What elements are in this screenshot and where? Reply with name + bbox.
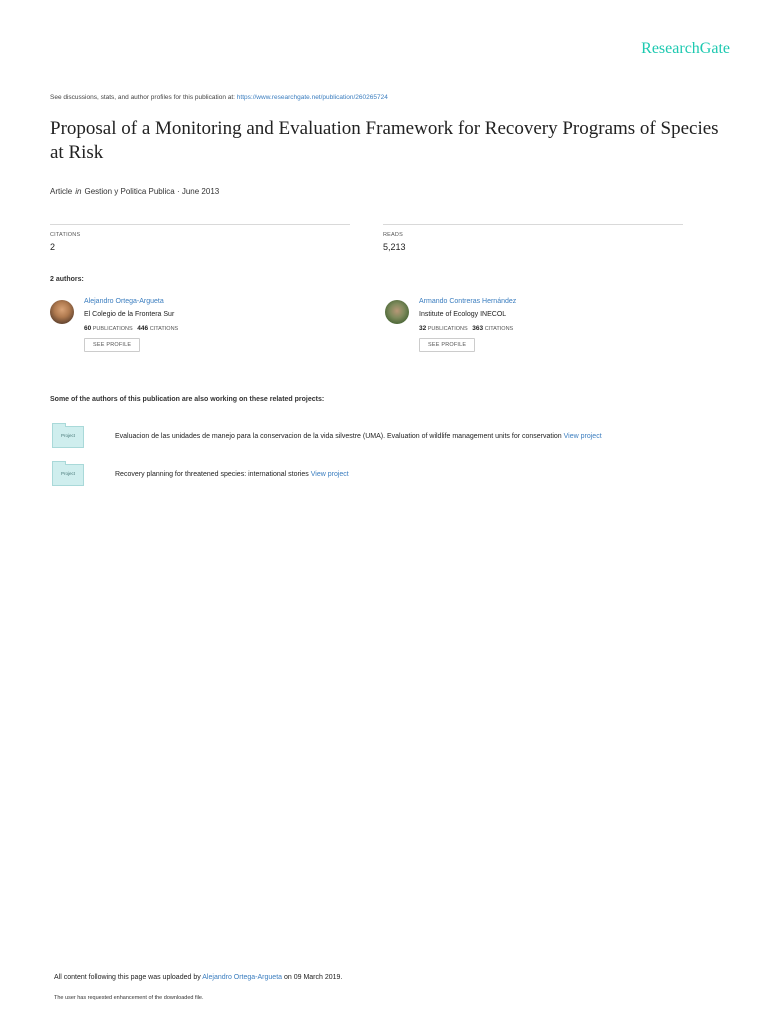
project-title: Recovery planning for threatened species: international stories (115, 471, 311, 478)
publication-url-link[interactable]: https://www.researchgate.net/publication/260265724 (236, 94, 388, 101)
related-projects-heading: Some of the authors of this publication are also working on these related projects: (50, 396, 325, 403)
upload-suffix: on 09 March 2019. (282, 974, 343, 981)
authors-heading: 2 authors: (50, 276, 84, 283)
author-stats (84, 325, 374, 332)
citations-value: 2 (50, 242, 56, 252)
citations-label: CITATIONS (484, 326, 514, 332)
upload-notice (54, 974, 342, 981)
publication-title: Proposal of a Monitoring and Evaluation Framework for Recovery Programs of Species at Risk (50, 118, 719, 163)
reads-stat (383, 224, 683, 252)
author-info (419, 298, 709, 352)
publications-label: PUBLICATIONS (427, 326, 468, 332)
project-icon-label: Project (60, 433, 75, 438)
citations-label: CITATIONS (50, 232, 81, 238)
author-institution: Institute of Ecology INECOL (419, 311, 507, 318)
avatar[interactable] (385, 300, 409, 324)
project-folder-icon[interactable] (52, 464, 84, 486)
see-profile-button[interactable]: SEE PROFILE (419, 338, 475, 352)
enhancement-note: The user has requested enhancement of the downloaded file. (54, 995, 204, 1001)
publication-meta (50, 187, 219, 196)
project-title: Evaluacion de las unidades de manejo para la conservacion de la vida silvestre (UMA). Evaluation of wildlife management units for conservation (115, 433, 564, 440)
author-name-link[interactable]: Alejandro Ortega-Argueta (84, 298, 164, 305)
publication-type: Article (50, 187, 73, 196)
citations-count: 363 (472, 325, 484, 332)
in-word: in (75, 187, 82, 196)
researchgate-logo[interactable]: ResearchGate (641, 40, 730, 57)
reads-value: 5,213 (383, 242, 406, 252)
avatar[interactable] (50, 300, 74, 324)
view-project-link[interactable]: View project (310, 471, 349, 478)
author-institution: El Colegio de la Frontera Sur (84, 311, 175, 318)
publications-count: 60 (84, 325, 92, 332)
citations-count: 446 (137, 325, 149, 332)
citations-label: CITATIONS (149, 326, 179, 332)
project-text (115, 433, 602, 440)
citations-stat (50, 224, 350, 252)
notice-text: See discussions, stats, and author profiles for this publication at: (50, 94, 237, 101)
author-name-link[interactable]: Armando Contreras Hernández (419, 298, 517, 305)
author-info (84, 298, 374, 352)
view-project-link[interactable]: View project (563, 433, 602, 440)
publications-count: 32 (419, 325, 427, 332)
publication-notice (50, 94, 388, 101)
reads-label: READS (383, 232, 403, 238)
upload-prefix: All content following this page was uploaded by (54, 974, 203, 981)
journal-date: Gestion y Politica Publica · June 2013 (84, 187, 220, 196)
project-icon-label: Project (60, 471, 75, 476)
project-folder-icon[interactable] (52, 426, 84, 448)
uploader-link[interactable]: Alejandro Ortega-Argueta (202, 974, 283, 981)
project-text (115, 471, 349, 478)
see-profile-button[interactable]: SEE PROFILE (84, 338, 140, 352)
publications-label: PUBLICATIONS (92, 326, 133, 332)
author-stats (419, 325, 709, 332)
